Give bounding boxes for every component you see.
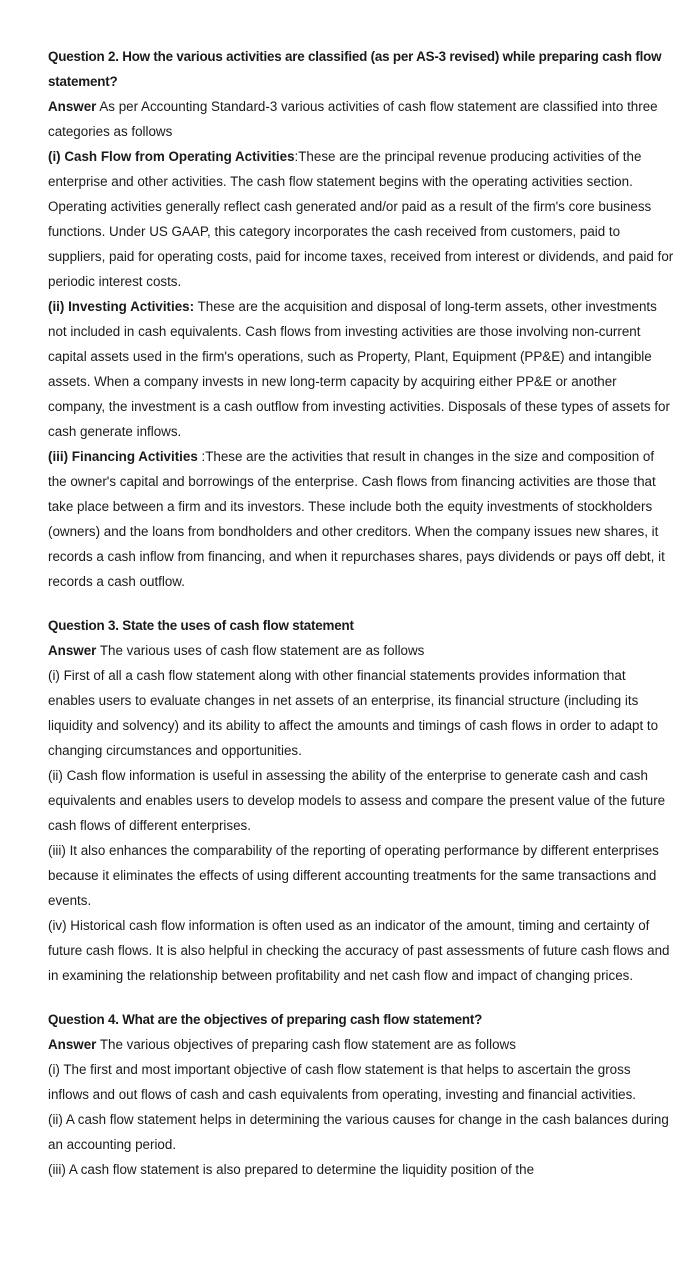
answer-4-intro — [48, 1032, 674, 1057]
answer-label: Answer — [48, 1037, 97, 1052]
item-lead: (i) Cash Flow from Operating Activities — [48, 149, 295, 164]
answer-3-item-3: (iii) It also enhances the comparability of the reporting of operating performance by different enterprises because it eliminates the effects of using different accounting treatments for the same transactions and events. — [48, 843, 659, 908]
answer-2-item-3 — [48, 444, 674, 594]
document-page — [48, 44, 674, 1182]
answer-4-item-2: (ii) A cash flow statement helps in determining the various causes for change in the cash balances during an accounting period. — [48, 1112, 669, 1152]
answer-2-intro — [48, 94, 674, 144]
answer-intro-text: The various objectives of preparing cash flow statement are as follows — [99, 1037, 516, 1052]
item-text: :These are the activities that result in changes in the size and composition of the owner's capital and borrowings of the enterprise. Cash flows from financing activities are those that take place between a firm and its investors. These include both the equity investments of stockholders (owners) and the loans from bondholders and other creditors. When the company issues new shares, it records a cash inflow from financing, and when it repurchases shares, pays dividends or pays off debt, it records a cash outflow. — [48, 449, 665, 589]
answer-intro-text: As per Accounting Standard-3 various activities of cash flow statement are classified into three categories as follows — [48, 99, 658, 139]
item-text: These are the acquisition and disposal of long-term assets, other investments not included in cash equivalents. Cash flows from investing activities are those involving non-current capital assets used in the firm's operations, such as Property, Plant, Equipment (PP&E) and intangible assets. When a company invests in new long-term capacity by acquiring either PP&E or another company, the investment is a cash outflow from investing activities. Disposals of these types of assets for cash generate inflows. — [48, 299, 670, 439]
answer-2-item-1 — [48, 144, 674, 294]
item-lead: (iii) Financing Activities — [48, 449, 198, 464]
answer-4-item-3: (iii) A cash flow statement is also prepared to determine the liquidity position of the — [48, 1162, 535, 1177]
answer-2-item-2 — [48, 294, 674, 444]
question-3-heading: Question 3. State the uses of cash flow statement — [48, 618, 354, 633]
answer-4-item-1: (i) The first and most important objective of cash flow statement is that helps to ascertain the gross inflows and out flows of cash and cash equivalents from operating, investing and financial activities. — [48, 1062, 637, 1102]
answer-3-item-4: (iv) Historical cash flow information is often used as an indicator of the amount, timing and certainty of future cash flows. It is also helpful in checking the accuracy of past assessments of future cash flows and in examining the relationship between profitability and net cash flow and impact of changing prices. — [48, 918, 670, 983]
question-4-heading: Question 4. What are the objectives of preparing cash flow statement? — [48, 1012, 483, 1027]
answer-label: Answer — [48, 643, 97, 658]
question-3-block — [48, 613, 674, 988]
answer-3-item-2: (ii) Cash flow information is useful in assessing the ability of the enterprise to generate cash and cash equivalents and enables users to develop models to assess and compare the present value of the future cash flows of different enterprises. — [48, 768, 666, 833]
answer-3-intro — [48, 638, 674, 663]
answer-3-item-1: (i) First of all a cash flow statement along with other financial statements provides information that enables users to evaluate changes in net assets of an enterprise, its financial structure (including its liquidity and solvency) and its ability to affect the amounts and timings of cash flows in order to adapt to changing circumstances and opportunities. — [48, 668, 659, 758]
item-text: :These are the principal revenue producing activities of the enterprise and other activities. The cash flow statement begins with the operating activities section. Operating activities generally reflect cash generated and/or paid as a result of the firm's core business functions. Under US GAAP, this category incorporates the cash received from customers, paid to suppliers, paid for operating costs, paid for income taxes, received from interest or dividends, and paid for periodic interest costs. — [48, 149, 674, 289]
question-2-heading: Question 2. How the various activities are classified (as per AS-3 revised) while preparing cash flow statement? — [48, 49, 662, 89]
question-2-block — [48, 44, 674, 594]
answer-label: Answer — [48, 99, 97, 114]
answer-intro-text: The various uses of cash flow statement are as follows — [99, 643, 425, 658]
question-4-block — [48, 1007, 674, 1182]
item-lead: (ii) Investing Activities: — [48, 299, 195, 314]
